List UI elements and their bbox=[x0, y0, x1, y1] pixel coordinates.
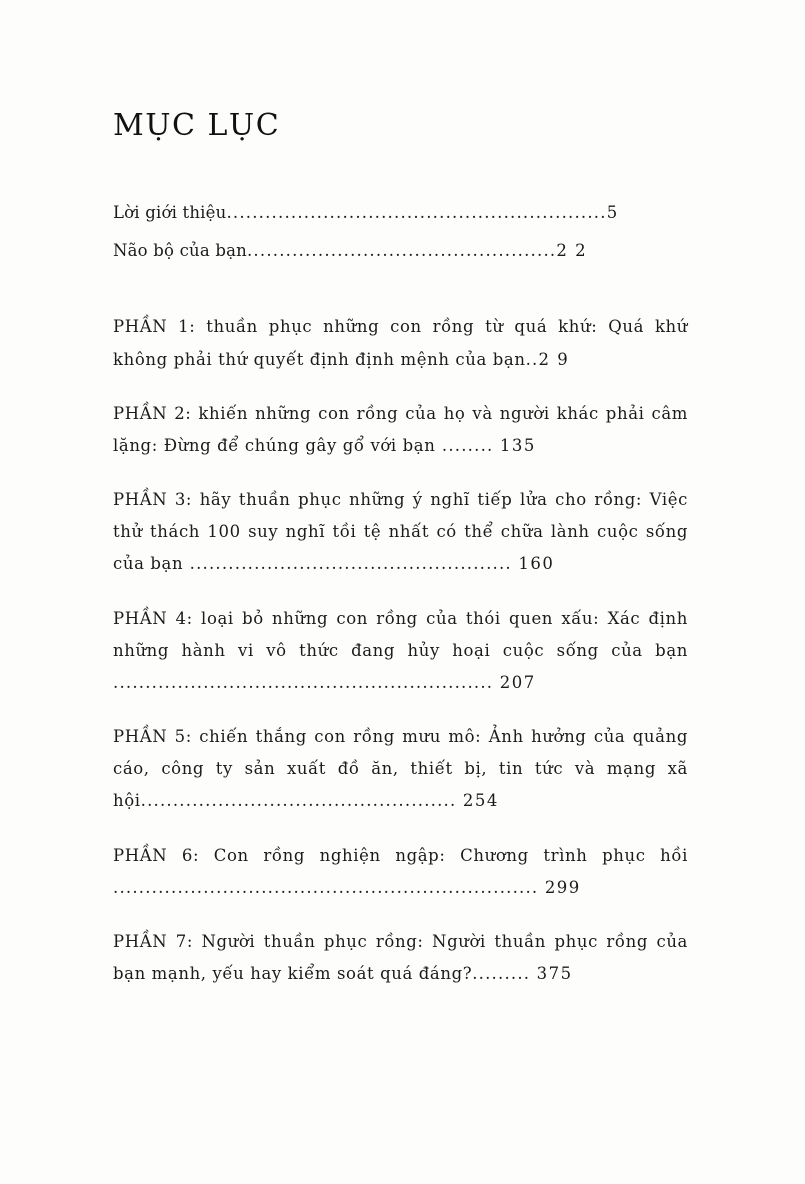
toc-entry-label: PHẦN 3: hãy thuần phục những ý nghĩ tiếp lửa cho rồng: Việc thử thách 100 suy nghĩ tồi tệ nhất có thể chữa lành cuộc sống của bạn bbox=[113, 490, 688, 574]
toc-entry-page: 2 9 bbox=[538, 349, 570, 369]
toc-entry[interactable] bbox=[113, 926, 688, 990]
toc-entry[interactable] bbox=[113, 235, 688, 267]
toc-entry[interactable] bbox=[113, 398, 688, 462]
toc-entry[interactable] bbox=[113, 721, 688, 818]
toc-entry-page: 254 bbox=[462, 791, 499, 811]
toc-entry-page: 207 bbox=[499, 672, 536, 692]
toc-entry-label: PHẦN 6: Con rồng nghiện ngập: Chương trình phục hồi bbox=[113, 845, 688, 865]
toc-entry[interactable] bbox=[113, 484, 688, 581]
toc-entry-label: Não bộ của bạn bbox=[113, 241, 247, 261]
front-matter-list bbox=[113, 197, 688, 267]
toc-entry-page: 160 bbox=[518, 554, 555, 574]
toc-entry-leader: ................................................. bbox=[140, 791, 463, 811]
toc-entry-label: PHẦN 5: chiến thắng con rồng mưu mô: Ảnh hưởng của quảng cáo, công ty sản xuất đồ ăn, thiết bị, tin tức và mạng xã hội bbox=[113, 727, 688, 811]
toc-entry-label: PHẦN 7: Người thuần phục rồng: Người thuần phục rồng của bạn mạnh, yếu hay kiểm soát quá đáng? bbox=[113, 931, 688, 984]
toc-entry[interactable] bbox=[113, 603, 688, 700]
toc-entry-leader: ......... bbox=[472, 964, 537, 984]
toc-entry-label: PHẦN 1: thuần phục những con rồng từ quá khứ: Quá khứ không phải thứ quyết định định mệnh của bạn bbox=[113, 317, 688, 369]
toc-entry[interactable] bbox=[113, 311, 688, 375]
toc-entry-label: PHẦN 2: khiến những con rồng của họ và người khác phải câm lặng: Đừng để chúng gây gổ với bạn bbox=[113, 403, 688, 455]
toc-entry-page: 375 bbox=[536, 964, 573, 984]
table-of-contents bbox=[113, 108, 688, 1012]
toc-entry-leader: .................................................. bbox=[183, 554, 519, 574]
toc-entry-label: PHẦN 4: loại bỏ những con rồng của thói quen xấu: Xác định những hành vi vô thức đang hủy hoại cuộc sống của bạn bbox=[113, 608, 688, 660]
toc-entry-leader: ................................................ bbox=[246, 241, 557, 261]
toc-entry-leader: ........................................................... bbox=[113, 672, 500, 692]
toc-entry-page: 135 bbox=[499, 435, 536, 455]
page-title: MỤC LỤC bbox=[113, 108, 281, 143]
toc-entry-page: 299 bbox=[544, 877, 581, 897]
toc-entry[interactable] bbox=[113, 840, 688, 904]
toc-entry[interactable] bbox=[113, 197, 688, 229]
toc-entry-page: 5 bbox=[606, 203, 619, 222]
toc-entry-leader: .. bbox=[525, 349, 539, 369]
toc-entry-page: 2 2 bbox=[556, 241, 588, 261]
toc-entry-leader: ........................................................... bbox=[226, 203, 607, 222]
toc-entry-leader: ........ bbox=[435, 435, 500, 455]
toc-entry-label: Lời giới thiệu bbox=[113, 203, 227, 222]
toc-entry-leader: .................................................................. bbox=[113, 877, 545, 897]
